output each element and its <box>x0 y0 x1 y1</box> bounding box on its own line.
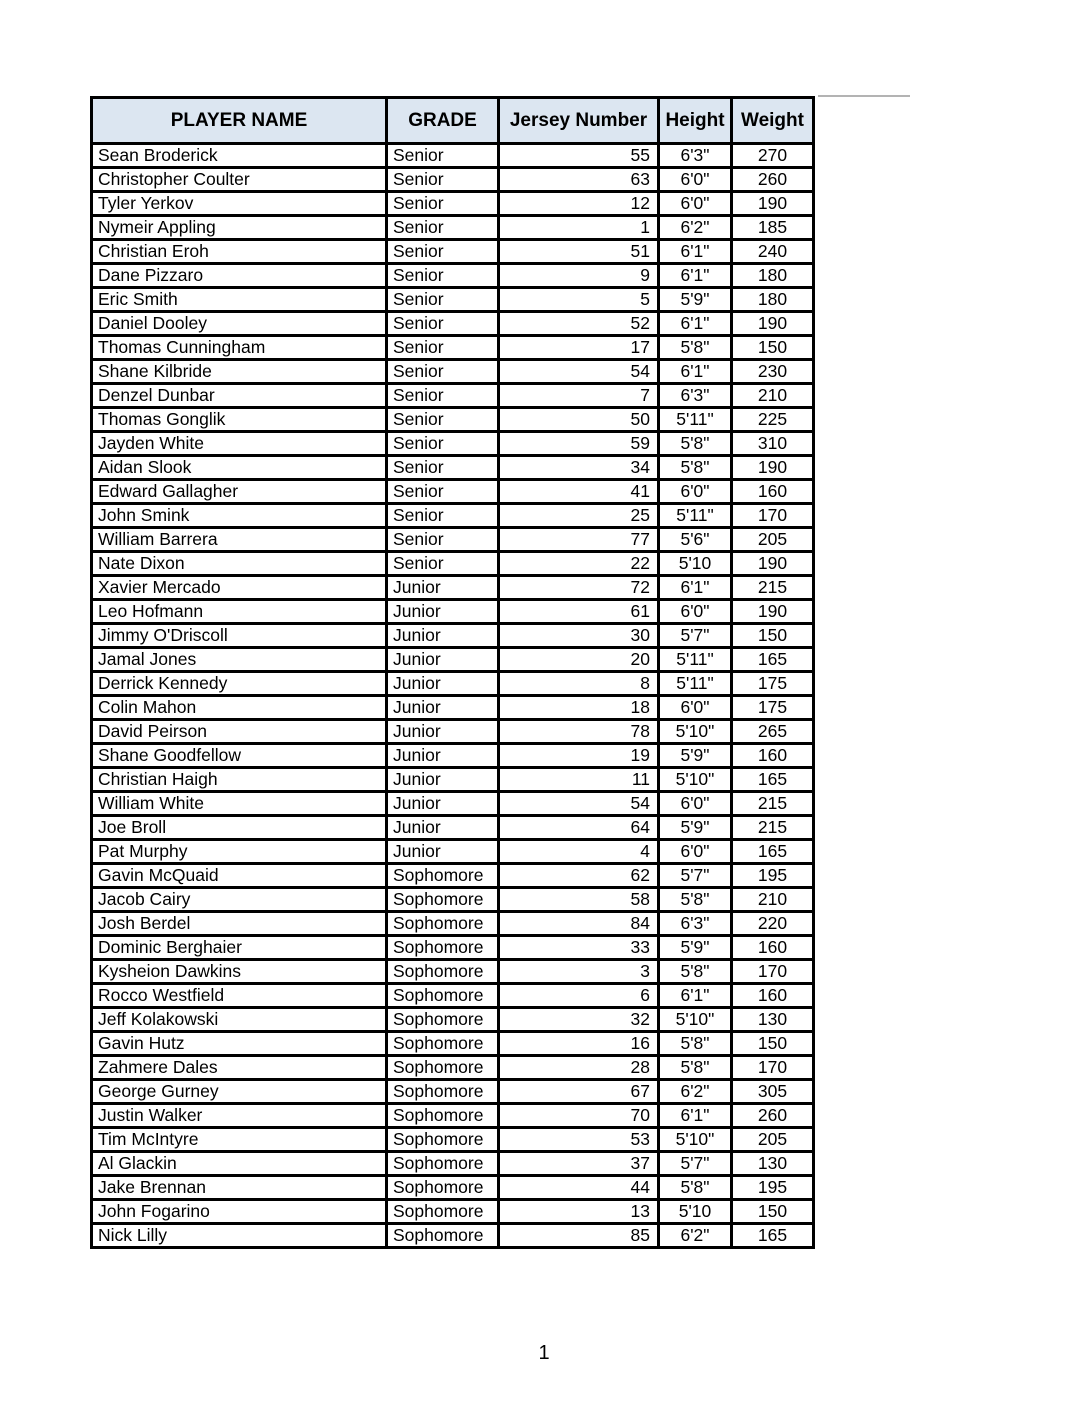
table-row <box>92 1008 814 1032</box>
cell-height: 6'1" <box>659 240 732 264</box>
cell-grade: Sophomore <box>387 1176 499 1200</box>
cell-weight: 165 <box>732 840 814 864</box>
cell-weight: 225 <box>732 408 814 432</box>
cell-weight: 170 <box>732 1056 814 1080</box>
cell-name: Colin Mahon <box>92 696 387 720</box>
cell-jersey: 13 <box>499 1200 659 1224</box>
table-row <box>92 552 814 576</box>
cell-name: George Gurney <box>92 1080 387 1104</box>
cell-name: Leo Hofmann <box>92 600 387 624</box>
cell-jersey: 58 <box>499 888 659 912</box>
cell-grade: Junior <box>387 720 499 744</box>
table-row <box>92 384 814 408</box>
cell-grade: Sophomore <box>387 1080 499 1104</box>
cell-weight: 160 <box>732 480 814 504</box>
cell-weight: 175 <box>732 672 814 696</box>
page-number: 1 <box>538 1342 550 1364</box>
gridline-remnant <box>818 95 910 97</box>
table-row <box>92 720 814 744</box>
table-row <box>92 504 814 528</box>
cell-grade: Junior <box>387 768 499 792</box>
table-row <box>92 960 814 984</box>
cell-grade: Senior <box>387 240 499 264</box>
cell-name: John Fogarino <box>92 1200 387 1224</box>
cell-grade: Senior <box>387 312 499 336</box>
cell-jersey: 20 <box>499 648 659 672</box>
cell-weight: 150 <box>732 1032 814 1056</box>
cell-grade: Junior <box>387 744 499 768</box>
table-row <box>92 240 814 264</box>
cell-height: 6'0" <box>659 696 732 720</box>
table-row <box>92 288 814 312</box>
cell-height: 5'8" <box>659 960 732 984</box>
cell-weight: 230 <box>732 360 814 384</box>
cell-height: 5'10 <box>659 1200 732 1224</box>
cell-height: 6'0" <box>659 168 732 192</box>
cell-height: 5'10" <box>659 720 732 744</box>
cell-height: 6'1" <box>659 1104 732 1128</box>
cell-weight: 220 <box>732 912 814 936</box>
cell-name: Nick Lilly <box>92 1224 387 1248</box>
cell-grade: Junior <box>387 792 499 816</box>
cell-name: Jimmy O'Driscoll <box>92 624 387 648</box>
cell-name: Josh Berdel <box>92 912 387 936</box>
cell-name: Jamal Jones <box>92 648 387 672</box>
cell-jersey: 54 <box>499 360 659 384</box>
cell-name: Tyler Yerkov <box>92 192 387 216</box>
cell-grade: Senior <box>387 384 499 408</box>
cell-height: 5'8" <box>659 456 732 480</box>
cell-grade: Junior <box>387 696 499 720</box>
cell-jersey: 59 <box>499 432 659 456</box>
cell-height: 5'10 <box>659 552 732 576</box>
cell-grade: Junior <box>387 672 499 696</box>
cell-height: 5'8" <box>659 432 732 456</box>
cell-jersey: 7 <box>499 384 659 408</box>
cell-height: 6'1" <box>659 576 732 600</box>
table-row <box>92 456 814 480</box>
table-row <box>92 600 814 624</box>
table-row <box>92 312 814 336</box>
cell-jersey: 70 <box>499 1104 659 1128</box>
cell-name: Christian Eroh <box>92 240 387 264</box>
cell-grade: Sophomore <box>387 912 499 936</box>
cell-height: 5'9" <box>659 936 732 960</box>
cell-jersey: 44 <box>499 1176 659 1200</box>
cell-grade: Sophomore <box>387 1200 499 1224</box>
cell-name: Al Glackin <box>92 1152 387 1176</box>
cell-grade: Junior <box>387 600 499 624</box>
table-row <box>92 1176 814 1200</box>
cell-height: 6'2" <box>659 1080 732 1104</box>
cell-jersey: 67 <box>499 1080 659 1104</box>
cell-jersey: 17 <box>499 336 659 360</box>
cell-height: 6'0" <box>659 192 732 216</box>
cell-grade: Sophomore <box>387 1128 499 1152</box>
column-header-grade: GRADE <box>387 98 499 144</box>
cell-grade: Sophomore <box>387 1032 499 1056</box>
cell-weight: 190 <box>732 600 814 624</box>
cell-height: 5'9" <box>659 288 732 312</box>
cell-jersey: 16 <box>499 1032 659 1056</box>
cell-jersey: 25 <box>499 504 659 528</box>
cell-name: Shane Goodfellow <box>92 744 387 768</box>
cell-weight: 150 <box>732 1200 814 1224</box>
table-row <box>92 168 814 192</box>
cell-jersey: 72 <box>499 576 659 600</box>
cell-height: 6'0" <box>659 840 732 864</box>
cell-weight: 260 <box>732 168 814 192</box>
cell-jersey: 9 <box>499 264 659 288</box>
cell-jersey: 53 <box>499 1128 659 1152</box>
cell-jersey: 62 <box>499 864 659 888</box>
header-row <box>92 98 814 144</box>
cell-grade: Senior <box>387 432 499 456</box>
cell-height: 5'8" <box>659 1056 732 1080</box>
cell-height: 6'3" <box>659 912 732 936</box>
cell-jersey: 77 <box>499 528 659 552</box>
cell-grade: Junior <box>387 816 499 840</box>
cell-name: Joe Broll <box>92 816 387 840</box>
cell-weight: 215 <box>732 792 814 816</box>
table-row <box>92 912 814 936</box>
cell-height: 5'11" <box>659 408 732 432</box>
cell-jersey: 33 <box>499 936 659 960</box>
cell-height: 5'10" <box>659 1128 732 1152</box>
cell-grade: Sophomore <box>387 1224 499 1248</box>
cell-name: Kysheion Dawkins <box>92 960 387 984</box>
cell-jersey: 1 <box>499 216 659 240</box>
cell-height: 6'2" <box>659 216 732 240</box>
table-row <box>92 144 814 168</box>
cell-grade: Junior <box>387 576 499 600</box>
cell-height: 6'1" <box>659 312 732 336</box>
table-row <box>92 1032 814 1056</box>
cell-jersey: 41 <box>499 480 659 504</box>
cell-height: 5'7" <box>659 624 732 648</box>
cell-jersey: 61 <box>499 600 659 624</box>
cell-weight: 260 <box>732 1104 814 1128</box>
table-row <box>92 936 814 960</box>
table-row <box>92 816 814 840</box>
cell-name: Dominic Berghaier <box>92 936 387 960</box>
cell-height: 5'8" <box>659 1176 732 1200</box>
cell-jersey: 32 <box>499 1008 659 1032</box>
cell-jersey: 37 <box>499 1152 659 1176</box>
table-row <box>92 216 814 240</box>
cell-jersey: 19 <box>499 744 659 768</box>
cell-weight: 130 <box>732 1152 814 1176</box>
table-row <box>92 480 814 504</box>
cell-name: John Smink <box>92 504 387 528</box>
cell-grade: Senior <box>387 408 499 432</box>
cell-weight: 160 <box>732 984 814 1008</box>
cell-height: 5'8" <box>659 1032 732 1056</box>
cell-weight: 240 <box>732 240 814 264</box>
cell-name: Jeff Kolakowski <box>92 1008 387 1032</box>
cell-name: Jayden White <box>92 432 387 456</box>
cell-height: 6'1" <box>659 984 732 1008</box>
cell-height: 5'10" <box>659 1008 732 1032</box>
cell-weight: 160 <box>732 936 814 960</box>
table-row <box>92 360 814 384</box>
cell-jersey: 63 <box>499 168 659 192</box>
cell-weight: 170 <box>732 504 814 528</box>
cell-name: Rocco Westfield <box>92 984 387 1008</box>
column-header-height: Height <box>659 98 732 144</box>
cell-jersey: 84 <box>499 912 659 936</box>
cell-weight: 210 <box>732 384 814 408</box>
cell-weight: 205 <box>732 528 814 552</box>
cell-weight: 150 <box>732 336 814 360</box>
cell-grade: Junior <box>387 624 499 648</box>
cell-weight: 190 <box>732 552 814 576</box>
cell-jersey: 22 <box>499 552 659 576</box>
table-row <box>92 696 814 720</box>
roster-table-header <box>92 98 814 144</box>
cell-height: 6'2" <box>659 1224 732 1248</box>
cell-grade: Junior <box>387 648 499 672</box>
table-row <box>92 528 814 552</box>
cell-jersey: 8 <box>499 672 659 696</box>
cell-name: Nate Dixon <box>92 552 387 576</box>
table-row <box>92 408 814 432</box>
cell-weight: 195 <box>732 864 814 888</box>
cell-name: Sean Broderick <box>92 144 387 168</box>
cell-height: 6'3" <box>659 384 732 408</box>
cell-jersey: 55 <box>499 144 659 168</box>
cell-grade: Senior <box>387 552 499 576</box>
cell-height: 6'1" <box>659 360 732 384</box>
cell-weight: 175 <box>732 696 814 720</box>
table-row <box>92 1200 814 1224</box>
cell-grade: Sophomore <box>387 888 499 912</box>
cell-weight: 180 <box>732 288 814 312</box>
table-row <box>92 576 814 600</box>
cell-jersey: 11 <box>499 768 659 792</box>
cell-grade: Sophomore <box>387 984 499 1008</box>
cell-jersey: 3 <box>499 960 659 984</box>
cell-weight: 165 <box>732 768 814 792</box>
cell-name: Daniel Dooley <box>92 312 387 336</box>
cell-name: Thomas Gonglik <box>92 408 387 432</box>
cell-height: 6'0" <box>659 480 732 504</box>
cell-weight: 170 <box>732 960 814 984</box>
table-row <box>92 672 814 696</box>
cell-grade: Sophomore <box>387 1056 499 1080</box>
cell-grade: Senior <box>387 288 499 312</box>
cell-jersey: 30 <box>499 624 659 648</box>
cell-name: Pat Murphy <box>92 840 387 864</box>
cell-grade: Sophomore <box>387 1104 499 1128</box>
cell-jersey: 34 <box>499 456 659 480</box>
cell-grade: Sophomore <box>387 936 499 960</box>
cell-jersey: 6 <box>499 984 659 1008</box>
cell-grade: Senior <box>387 456 499 480</box>
table-row <box>92 792 814 816</box>
cell-name: Jacob Cairy <box>92 888 387 912</box>
cell-grade: Sophomore <box>387 1152 499 1176</box>
cell-name: Tim McIntyre <box>92 1128 387 1152</box>
cell-height: 5'8" <box>659 888 732 912</box>
cell-jersey: 5 <box>499 288 659 312</box>
table-row <box>92 1056 814 1080</box>
cell-height: 5'7" <box>659 1152 732 1176</box>
cell-name: William Barrera <box>92 528 387 552</box>
cell-height: 5'10" <box>659 768 732 792</box>
cell-weight: 180 <box>732 264 814 288</box>
cell-grade: Sophomore <box>387 960 499 984</box>
table-row <box>92 264 814 288</box>
cell-jersey: 64 <box>499 816 659 840</box>
cell-height: 5'9" <box>659 816 732 840</box>
cell-height: 5'8" <box>659 336 732 360</box>
column-header-name: PLAYER NAME <box>92 98 387 144</box>
table-row <box>92 192 814 216</box>
table-row <box>92 624 814 648</box>
cell-name: Christopher Coulter <box>92 168 387 192</box>
cell-weight: 210 <box>732 888 814 912</box>
cell-weight: 265 <box>732 720 814 744</box>
cell-jersey: 78 <box>499 720 659 744</box>
cell-jersey: 52 <box>499 312 659 336</box>
cell-jersey: 4 <box>499 840 659 864</box>
cell-height: 5'11" <box>659 648 732 672</box>
column-header-jersey: Jersey Number <box>499 98 659 144</box>
cell-name: William White <box>92 792 387 816</box>
cell-jersey: 12 <box>499 192 659 216</box>
cell-weight: 195 <box>732 1176 814 1200</box>
cell-jersey: 51 <box>499 240 659 264</box>
cell-weight: 190 <box>732 312 814 336</box>
cell-name: Shane Kilbride <box>92 360 387 384</box>
cell-weight: 130 <box>732 1008 814 1032</box>
cell-name: Derrick Kennedy <box>92 672 387 696</box>
cell-name: David Peirson <box>92 720 387 744</box>
cell-height: 6'3" <box>659 144 732 168</box>
cell-jersey: 85 <box>499 1224 659 1248</box>
cell-weight: 215 <box>732 576 814 600</box>
cell-name: Xavier Mercado <box>92 576 387 600</box>
cell-jersey: 18 <box>499 696 659 720</box>
table-row <box>92 744 814 768</box>
cell-weight: 310 <box>732 432 814 456</box>
cell-height: 6'1" <box>659 264 732 288</box>
cell-grade: Senior <box>387 528 499 552</box>
cell-grade: Senior <box>387 168 499 192</box>
cell-name: Justin Walker <box>92 1104 387 1128</box>
cell-name: Aidan Slook <box>92 456 387 480</box>
cell-grade: Senior <box>387 504 499 528</box>
cell-height: 5'9" <box>659 744 732 768</box>
cell-name: Thomas Cunningham <box>92 336 387 360</box>
cell-weight: 165 <box>732 648 814 672</box>
table-row <box>92 1104 814 1128</box>
cell-grade: Junior <box>387 840 499 864</box>
cell-grade: Senior <box>387 216 499 240</box>
cell-grade: Senior <box>387 264 499 288</box>
player-roster-table <box>90 96 815 1249</box>
cell-grade: Senior <box>387 360 499 384</box>
table-row <box>92 840 814 864</box>
cell-name: Christian Haigh <box>92 768 387 792</box>
cell-height: 5'7" <box>659 864 732 888</box>
cell-grade: Senior <box>387 192 499 216</box>
cell-weight: 150 <box>732 624 814 648</box>
cell-name: Gavin Hutz <box>92 1032 387 1056</box>
cell-name: Zahmere Dales <box>92 1056 387 1080</box>
cell-name: Denzel Dunbar <box>92 384 387 408</box>
cell-weight: 160 <box>732 744 814 768</box>
cell-grade: Senior <box>387 336 499 360</box>
cell-weight: 205 <box>732 1128 814 1152</box>
table-row <box>92 648 814 672</box>
cell-jersey: 28 <box>499 1056 659 1080</box>
table-row <box>92 336 814 360</box>
table-row <box>92 1152 814 1176</box>
cell-jersey: 54 <box>499 792 659 816</box>
cell-name: Gavin McQuaid <box>92 864 387 888</box>
cell-weight: 215 <box>732 816 814 840</box>
cell-weight: 190 <box>732 192 814 216</box>
cell-weight: 190 <box>732 456 814 480</box>
table-row <box>92 768 814 792</box>
table-row <box>92 888 814 912</box>
cell-name: Nymeir Appling <box>92 216 387 240</box>
cell-height: 5'6" <box>659 528 732 552</box>
table-row <box>92 1080 814 1104</box>
cell-name: Eric Smith <box>92 288 387 312</box>
cell-weight: 270 <box>732 144 814 168</box>
table-row <box>92 432 814 456</box>
roster-table-body <box>92 144 814 1248</box>
cell-grade: Sophomore <box>387 864 499 888</box>
cell-height: 6'0" <box>659 792 732 816</box>
cell-height: 5'11" <box>659 504 732 528</box>
cell-height: 5'11" <box>659 672 732 696</box>
cell-grade: Senior <box>387 480 499 504</box>
cell-height: 6'0" <box>659 600 732 624</box>
cell-weight: 305 <box>732 1080 814 1104</box>
table-row <box>92 1224 814 1248</box>
table-row <box>92 984 814 1008</box>
cell-name: Edward Gallagher <box>92 480 387 504</box>
table-row <box>92 1128 814 1152</box>
column-header-weight: Weight <box>732 98 814 144</box>
cell-weight: 165 <box>732 1224 814 1248</box>
cell-weight: 185 <box>732 216 814 240</box>
cell-name: Dane Pizzaro <box>92 264 387 288</box>
cell-jersey: 50 <box>499 408 659 432</box>
table-row <box>92 864 814 888</box>
cell-name: Jake Brennan <box>92 1176 387 1200</box>
cell-grade: Sophomore <box>387 1008 499 1032</box>
cell-grade: Senior <box>387 144 499 168</box>
